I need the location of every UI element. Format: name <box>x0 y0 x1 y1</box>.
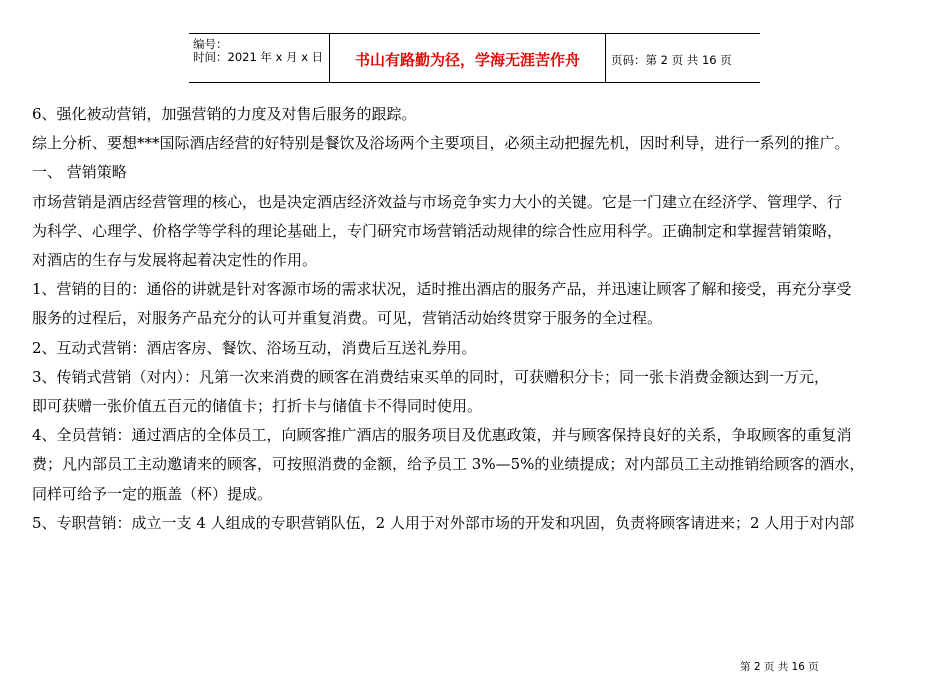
page-footer: 第 2 页 共 16 页 <box>740 661 819 673</box>
body-line: 同样可给予一定的瓶盖（杯）提成。 <box>32 484 273 503</box>
header-motto-cell <box>329 34 606 82</box>
body-line: 综上分析、要想***国际酒店经营的好特别是餐饮及浴场两个主要项目，必须主动把握先机，因时利导，进行一系列的推广。 <box>32 134 850 153</box>
body-line: 即可获赠一张价值五百元的储值卡；打折卡与储值卡不得同时使用。 <box>32 397 483 416</box>
body-line: 费；凡内部员工主动邀请来的顾客，可按照消费的金额，给予员工 3%—5%的业绩提成；对内部员工主动推销给顾客的酒水， <box>32 455 865 474</box>
header-page-info: 页码：第 2 页 共 16 页 <box>611 53 732 67</box>
document-body <box>32 100 922 538</box>
document-date: 时间：2021 年 x 月 x 日 <box>193 50 324 64</box>
body-line: 6、强化被动营销，加强营销的力度及对售后服务的跟踪。 <box>32 105 417 123</box>
header-motto: 书山有路勤为径，学海无涯苦作舟 <box>354 51 580 69</box>
body-line: 为科学、心理学、价格学等学科的理论基础上，专门研究市场营销活动规律的综合性应用科学。正确制定和掌握营销策略， <box>32 221 843 240</box>
body-line: 4、全员营销：通过酒店的全体员工，向顾客推广酒店的服务项目及优惠政策，并与顾客保持良好的关系，争取顾客的重复消 <box>32 426 852 445</box>
body-line: 2、互动式营销：酒店客房、餐饮、浴场互动，消费后互送礼券用。 <box>32 338 477 357</box>
body-line: 5、专职营销：成立一支 4 人组成的专职营销队伍，2 人用于对外部市场的开发和巩固，负责将顾客请进来；2 人用于对内部 <box>32 513 855 532</box>
body-line: 对酒店的生存与发展将起着决定性的作用。 <box>32 251 318 270</box>
document-number-label: 编号： <box>193 37 228 51</box>
header-meta <box>189 34 329 82</box>
page-header <box>189 33 760 83</box>
header-page-cell <box>605 34 760 82</box>
section-heading: 一、 营销策略 <box>32 163 127 182</box>
body-line: 1、营销的目的：通俗的讲就是针对客源市场的需求状况，适时推出酒店的服务产品，并迅速让顾客了解和接受，再充分享受 <box>32 280 852 299</box>
body-line: 3、传销式营销（对内）：凡第一次来消费的顾客在消费结束买单的同时，可获赠积分卡；同一张卡消费金额达到一万元， <box>32 367 830 386</box>
body-line: 服务的过程后，对服务产品充分的认可并重复消费。可见，营销活动始终贯穿于服务的全过程。 <box>32 309 663 328</box>
body-line: 市场营销是酒店经营管理的核心，也是决定酒店经济效益与市场竞争实力大小的关键。它是一门建立在经济学、管理学、行 <box>32 192 843 211</box>
